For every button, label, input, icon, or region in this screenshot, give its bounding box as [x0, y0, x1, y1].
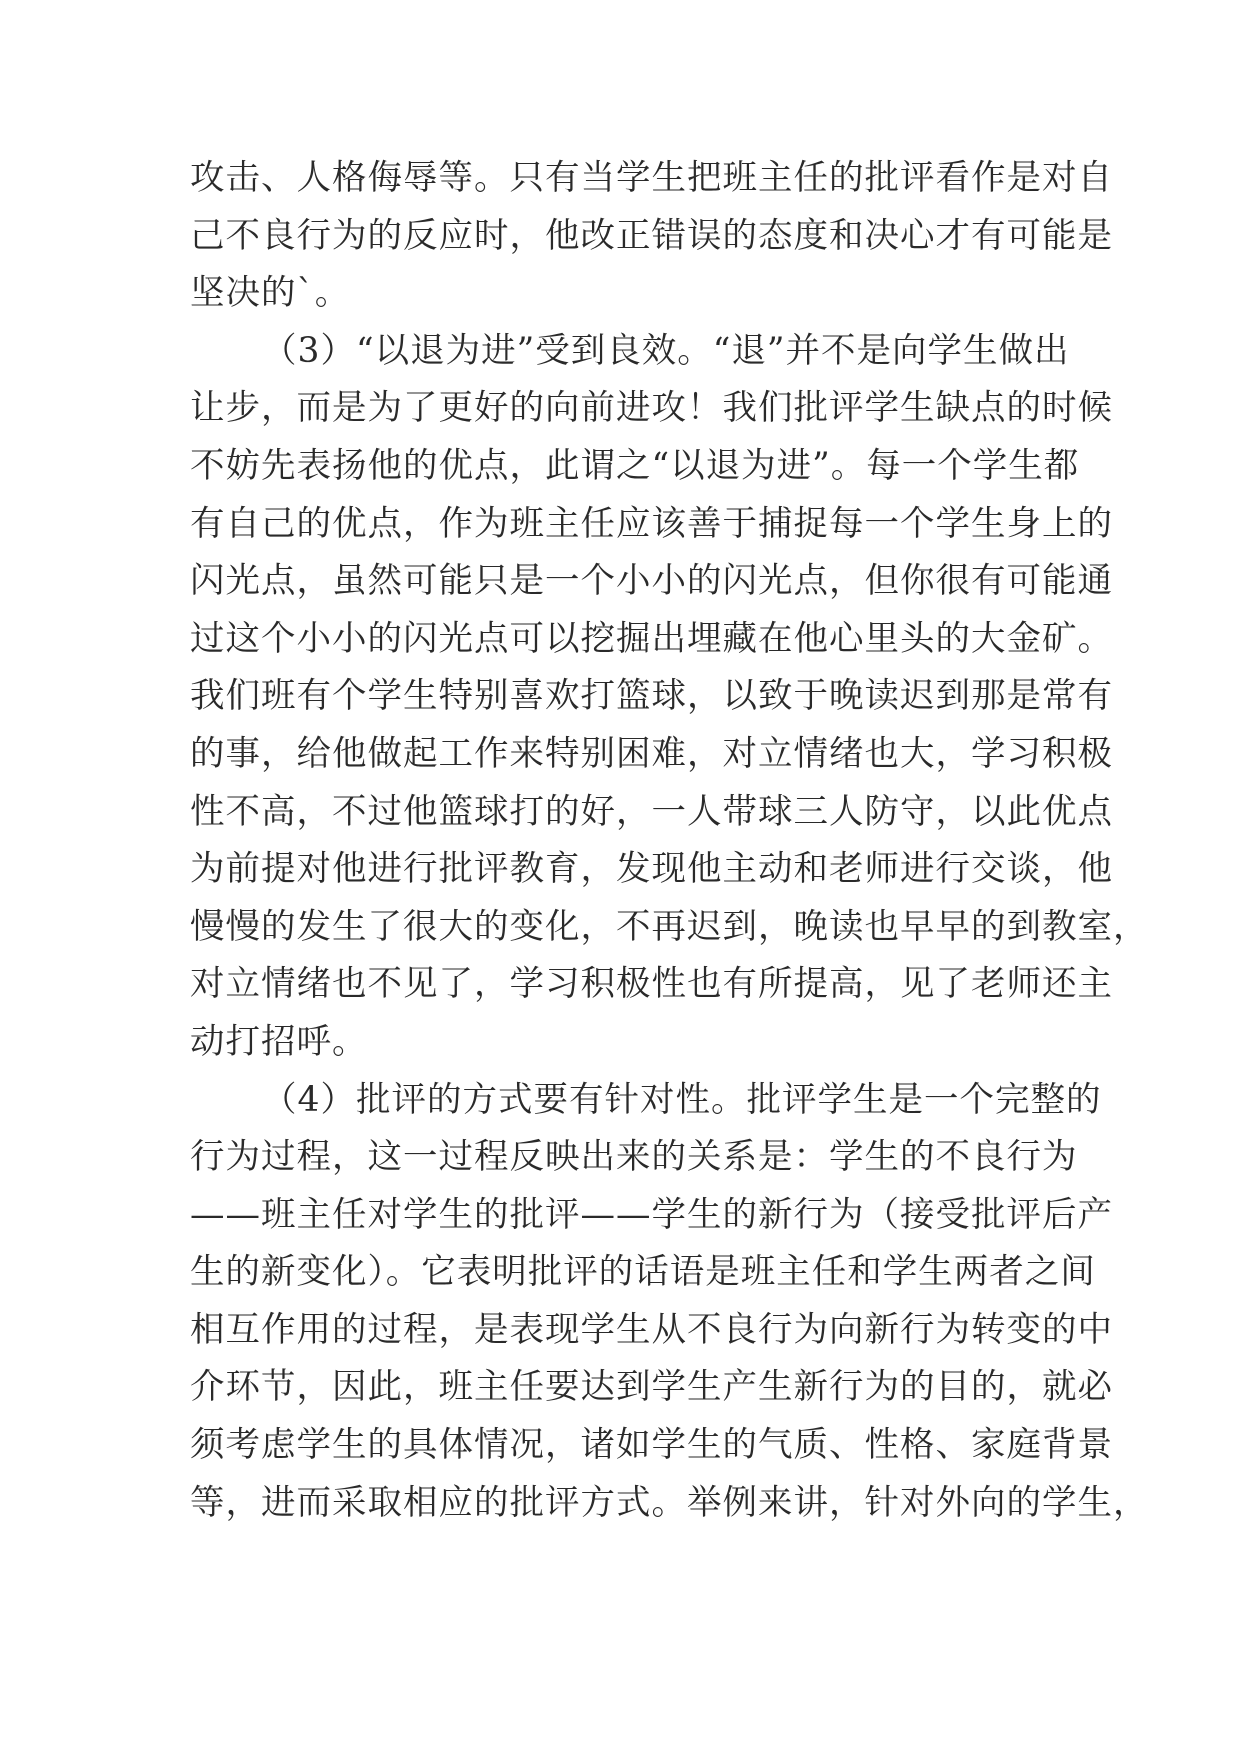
text-line: 相互作用的过程，是表现学生从不良行为向新行为转变的中: [190, 1309, 1113, 1350]
paragraph-3-first-line: （3）“以退为进”受到良效。“退”并不是向学生做出: [262, 330, 1070, 371]
body-text: [190, 150, 1149, 1532]
text-line: 攻击、人格侮辱等。只有当学生把班主任的批评看作是对自: [190, 158, 1113, 198]
text-line: 介环节，因此，班主任要达到学生产生新行为的目的，就必: [190, 1367, 1113, 1408]
text-line: 慢慢的发生了很大的变化，不再迟到，晚读也早早的到教室，: [190, 906, 1149, 947]
text-line: 坚决的`。: [190, 273, 351, 314]
text-line: 过这个小小的闪光点可以挖掘出埋藏在他心里头的大金矿。: [190, 618, 1113, 659]
text-line: 闪光点，虽然可能只是一个小小的闪光点，但你很有可能通: [190, 561, 1113, 602]
text-line: 性不高，不过他篮球打的好，一人带球三人防守，以此优点: [190, 791, 1113, 832]
text-line: 须考虑学生的具体情况，诸如学生的气质、性格、家庭背景: [190, 1425, 1113, 1466]
text-line: 我们班有个学生特别喜欢打篮球，以致于晚读迟到那是常有: [190, 676, 1113, 717]
paragraph-4-first-line: （4）批评的方式要有针对性。批评学生是一个完整的: [262, 1079, 1102, 1120]
text-line: 有自己的优点，作为班主任应该善于捕捉每一个学生身上的: [190, 503, 1113, 544]
text-line: 行为过程，这一过程反映出来的关系是：学生的不良行为: [190, 1137, 1078, 1178]
text-line: 己不良行为的反应时，他改正错误的态度和决心才有可能是: [190, 215, 1113, 256]
text-line: 为前提对他进行批评教育，发现他主动和老师进行交谈，他: [190, 849, 1113, 890]
text-line: 等，进而采取相应的批评方式。举例来讲，针对外向的学生，: [190, 1482, 1149, 1523]
text-line: 生的新变化）。它表明批评的话语是班主任和学生两者之间: [190, 1252, 1096, 1293]
text-line: ——班主任对学生的批评——学生的新行为（接受批评后产: [190, 1194, 1113, 1235]
text-line: 让步，而是为了更好的向前进攻！我们批评学生缺点的时候: [190, 388, 1113, 429]
text-line: 对立情绪也不见了，学习积极性也有所提高，见了老师还主: [190, 964, 1113, 1005]
text-line: 动打招呼。: [190, 1021, 368, 1062]
text-line: 的事，给他做起工作来特别困难，对立情绪也大，学习积极: [190, 733, 1113, 774]
text-line: 不妨先表扬他的优点，此谓之“以退为进”。每一个学生都: [190, 445, 1080, 486]
